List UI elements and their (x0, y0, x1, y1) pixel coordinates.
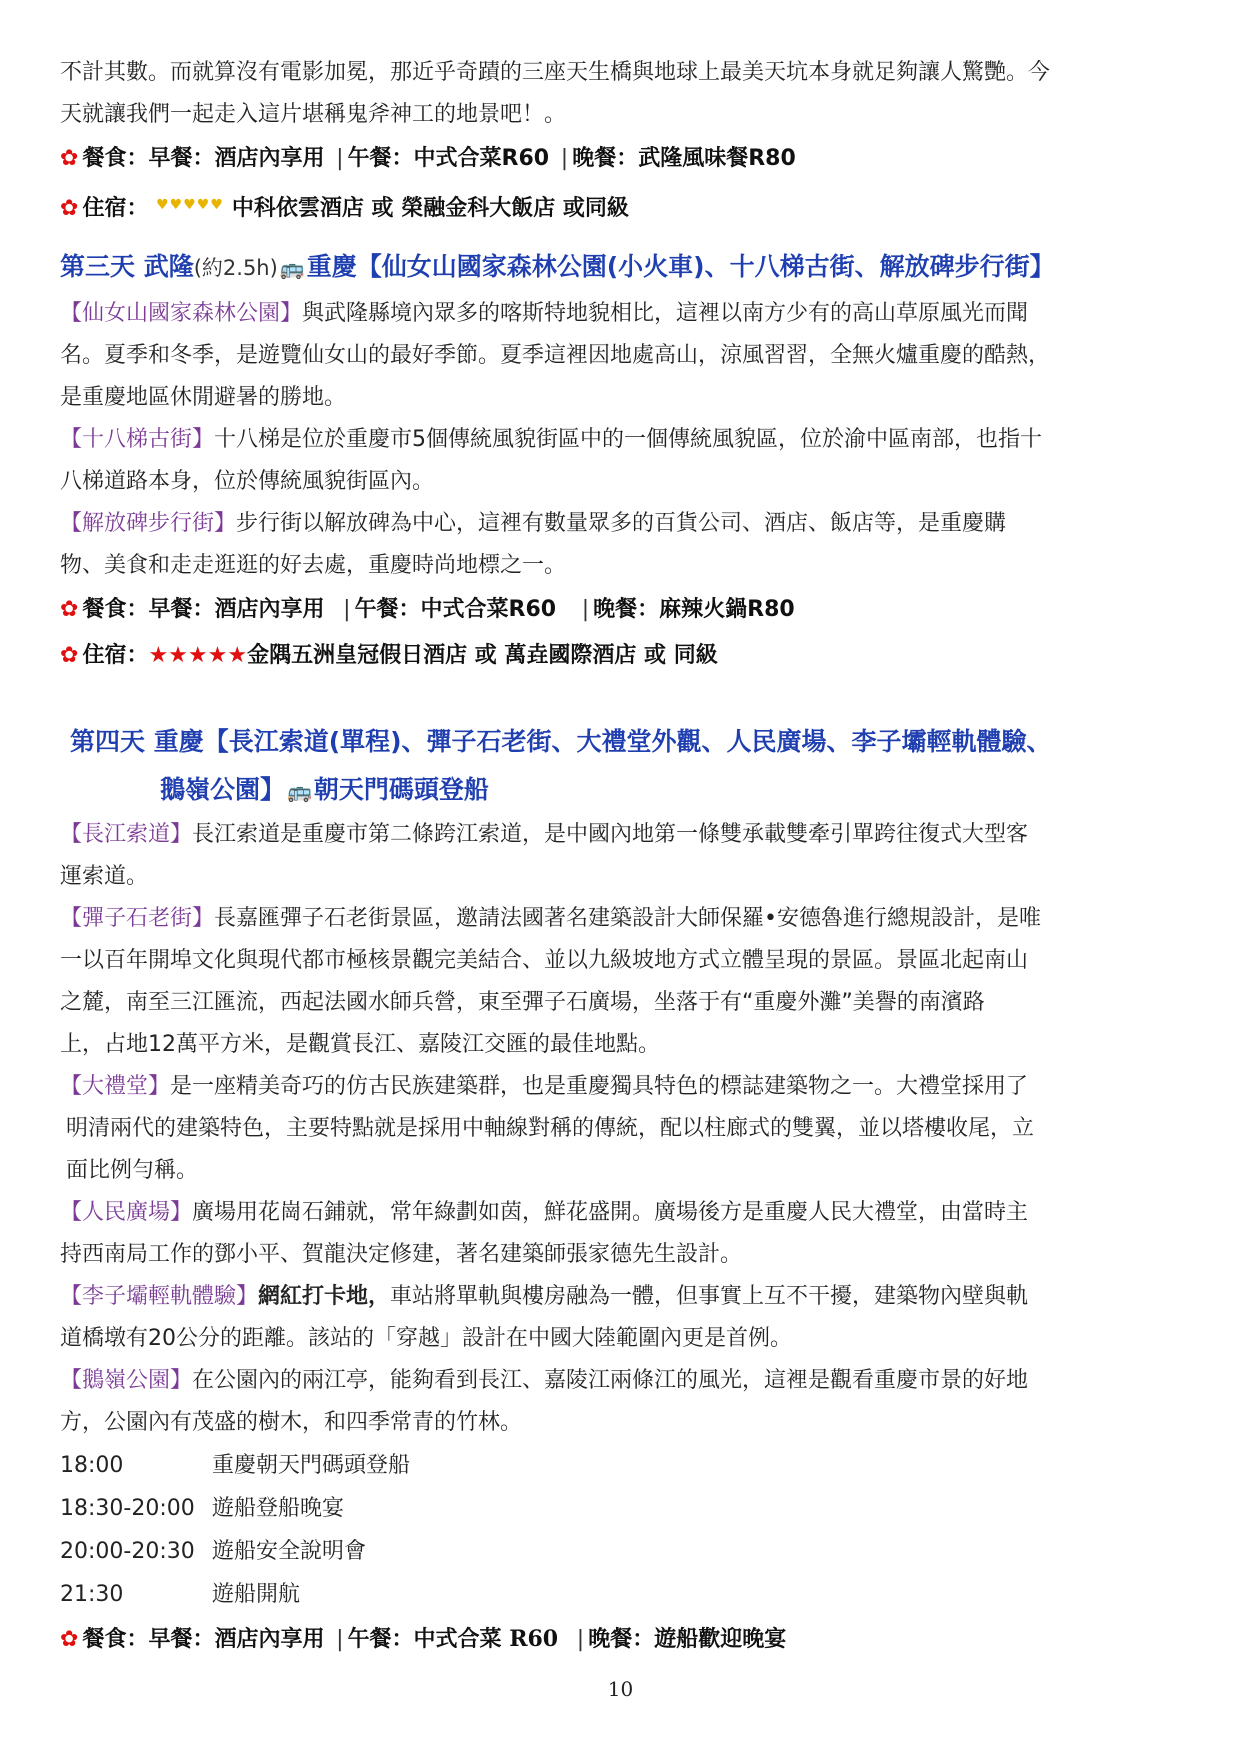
day3-hotel: ✿ 住宿：★★★★★金隅五洲皇冠假日酒店 或 萬垚國際酒店 或 同級 (60, 643, 718, 668)
attraction-paragraph: 【十八梯古街】十八梯是位於重慶市5個傳統風貌街區中的一個傳統風貌區，位於渝中區南部，也指十 (60, 427, 1043, 452)
document-page (60, 52, 1190, 1663)
schedule-row: 18:00 重慶朝天門碼頭登船 (60, 1453, 411, 1478)
bus-icon: 🚌 (279, 256, 305, 280)
flower-icon: ✿ (60, 1627, 79, 1652)
day4-title-continued: 鵝嶺公園】 🚌朝天門碼頭登船 (160, 775, 489, 804)
day4-items (60, 814, 1190, 1444)
day4-schedule (60, 1444, 1190, 1616)
intro-line-2: 天就讓我們一起走入這片堪稱鬼斧神工的地景吧！。 (60, 102, 567, 127)
paragraph-line: 明清兩代的建築特色，主要特點就是採用中軸線對稱的傳統，配以柱廊式的雙翼，並以塔樓收尾，立 (66, 1116, 1035, 1141)
schedule-row: 21:30 遊船開航 (60, 1582, 301, 1607)
paragraph-line: 持西南局工作的鄧小平、賀龍決定修建，著名建築師張家德先生設計。 (60, 1242, 743, 1267)
attraction-paragraph: 【大禮堂】是一座精美奇巧的仿古民族建築群，也是重慶獨具特色的標誌建築物之一。大禮堂採用了 (60, 1074, 1029, 1099)
attraction-paragraph: 【彈子石老街】長嘉匯彈子石老街景區，邀請法國著名建築設計大師保羅•安德魯進行總規設計，是唯 (60, 906, 1041, 931)
paragraph-line: 是重慶地區休閒避暑的勝地。 (60, 385, 347, 410)
flower-icon: ✿ (60, 643, 79, 668)
paragraph-line: 運索道。 (60, 864, 149, 889)
day2-hotel: ✿ 住宿： ♥♥♥♥♥ 中科依雲酒店 或 榮融金科大飯店 或同級 (60, 196, 629, 221)
paragraph-line: 之麓，南至三江匯流，西起法國水師兵營，東至彈子石廣場，坐落于有“重慶外灘”美譽的南濱路 (60, 990, 985, 1015)
attraction-paragraph: 【李子壩輕軌體驗】網紅打卡地，車站將單軌與樓房融為一體，但事實上互不干擾，建築物內壁與軌 (60, 1284, 1029, 1309)
flower-icon: ✿ (60, 196, 79, 221)
paragraph-line: 物、美食和走走逛逛的好去處，重慶時尚地標之一。 (60, 553, 567, 578)
paragraph-line: 方，公園內有茂盛的樹木，和四季常青的竹林。 (60, 1410, 523, 1435)
intro-line-1: 不計其數。而就算沒有電影加冕，那近乎奇蹟的三座天生橋與地球上最美天坑本身就足夠讓人驚艷。今 (60, 60, 1051, 85)
schedule-row: 18:30-20:00 遊船登船晚宴 (60, 1496, 345, 1521)
attraction-paragraph: 【解放碑步行街】步行街以解放碑為中心，這裡有數量眾多的百貨公司、酒店、飯店等，是重慶購 (60, 511, 1007, 536)
flower-icon: ✿ (60, 146, 79, 171)
day3-meals: ✿ 餐食：早餐：酒店內享用 | 午餐：中式合菜R60 | 晚餐：麻辣火鍋R80 (60, 597, 795, 622)
attraction-paragraph: 【鵝嶺公園】在公園內的兩江亭，能夠看到長江、嘉陵江兩條江的風光，這裡是觀看重慶市景的好地 (60, 1368, 1029, 1393)
page-number: 10 (607, 1677, 634, 1701)
schedule-row: 20:00-20:30 遊船安全說明會 (60, 1539, 367, 1564)
day3-items (60, 293, 1190, 587)
star-rating-icon: ★★★★★ (148, 643, 248, 668)
hotel-rating-icon: ♥♥♥♥♥ (156, 197, 224, 213)
attraction-paragraph: 【長江索道】長江索道是重慶市第二條跨江索道，是中國內地第一條雙承載雙牽引單跨往復式大型客 (60, 822, 1029, 847)
paragraph-line: 面比例勻稱。 (66, 1158, 199, 1183)
paragraph-line: 上，占地12萬平方米，是觀賞長江、嘉陵江交匯的最佳地點。 (60, 1032, 660, 1057)
paragraph-line: 道橋墩有20公分的距離。該站的「穿越」設計在中國大陸範圍內更是首例。 (60, 1326, 792, 1351)
attraction-paragraph: 【人民廣場】廣場用花崗石鋪就，常年綠劃如茵，鮮花盛開。廣場後方是重慶人民大禮堂，由當時主 (60, 1200, 1029, 1225)
paragraph-line: 一以百年開埠文化與現代都市極核景觀完美結合、並以九級坡地方式立體呈現的景區。景區北起南山 (60, 948, 1029, 973)
day2-meals: ✿ 餐食：早餐：酒店內享用 | 午餐：中式合菜R60 | 晚餐：武隆風味餐R80 (60, 146, 796, 171)
paragraph-line: 八梯道路本身，位於傳統風貌街區內。 (60, 469, 435, 494)
flower-icon: ✿ (60, 597, 79, 622)
bus-icon: 🚌 (287, 779, 312, 803)
day4-title: 第四天 重慶【長江索道(單程)、彈子石老街、大禮堂外觀、人民廣場、李子壩輕軌體驗、 (70, 727, 1052, 756)
day3-title: 第三天 武隆(約2.5h) 🚌重慶【仙女山國家森林公園(小火車)、十八梯古街、解放碑步行街】 (60, 252, 1055, 281)
attraction-paragraph: 【仙女山國家森林公園】與武隆縣境內眾多的喀斯特地貌相比，這裡以南方少有的高山草原風光而聞 (60, 301, 1029, 326)
paragraph-line: 名。夏季和冬季，是遊覽仙女山的最好季節。夏季這裡因地處高山，涼風習習，全無火爐重慶的酷熱， (60, 343, 1051, 368)
day4-meals: ✿ 餐食：早餐：酒店內享用 | 午餐：中式合菜 R60 | 晚餐：遊船歡迎晚宴 (60, 1626, 787, 1652)
